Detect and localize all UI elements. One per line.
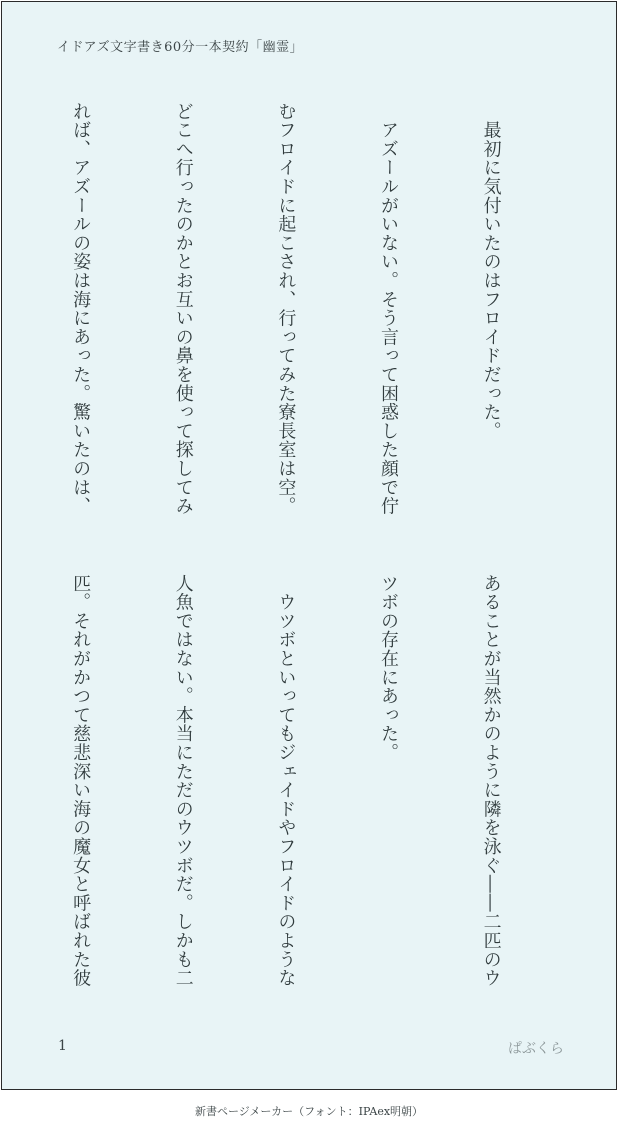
- text-line: 最初に気付いたのはフロイドだった。: [480, 102, 502, 441]
- text-line: むフロイドに起こされ、行ってみた寮長室は空。: [275, 102, 297, 516]
- text-line: 人魚ではない。本当にただのウツボだ。しかも二: [172, 574, 194, 988]
- text-block-bottom: [46, 574, 576, 1004]
- text-line: れば、アズールの姿は海にあった。驚いたのは、: [70, 102, 92, 516]
- generator-credit: 新書ページメーカー（フォント：IPAex明朝）: [194, 1105, 424, 1118]
- page-number: 1: [58, 1038, 67, 1054]
- text-line: ウツボといってもジェイドやフロイドのような: [275, 574, 297, 988]
- page-header-title: イドアズ文字書き60分一本契約「幽霊」: [57, 40, 304, 55]
- text-line: ツボの存在にあった。: [377, 574, 399, 762]
- author-name: ぱぶくら: [508, 1041, 564, 1057]
- text-line: 匹。それがかつて慈悲深い海の魔女と呼ばれた彼: [70, 574, 92, 988]
- text-line: あることが当然かのように隣を泳ぐ――二匹のウ: [480, 574, 502, 988]
- text-line: どこへ行ったのかとお互いの鼻を使って探してみ: [172, 102, 194, 516]
- text-line: アズールがいない。そう言って困惑した顔で佇: [377, 102, 399, 516]
- novel-page: [1, 1, 617, 1090]
- text-block-top: [46, 102, 576, 532]
